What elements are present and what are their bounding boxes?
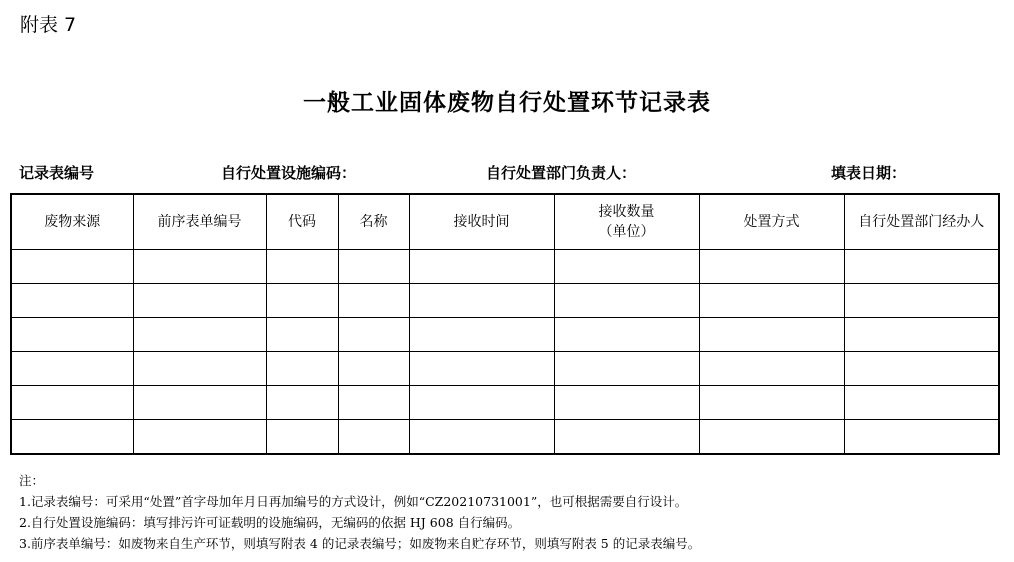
column-header (409, 194, 554, 250)
table-cell[interactable] (133, 352, 266, 386)
table-cell[interactable] (554, 250, 699, 284)
table-cell[interactable] (409, 284, 554, 318)
column-header (338, 194, 409, 250)
record-table (10, 193, 1000, 455)
note-item: 2.自行处置设施编码：填写排污许可证载明的设施编码，无编码的依据 HJ 608 自行编码。 (19, 515, 521, 530)
notes-heading: 注： (19, 473, 45, 488)
column-header (699, 194, 844, 250)
table-cell[interactable] (133, 420, 266, 455)
column-header (844, 194, 999, 250)
facility-code-label: 自行处置设施编码： (221, 164, 357, 182)
table-cell[interactable] (338, 284, 409, 318)
column-header-label: 废物来源 (44, 214, 101, 230)
page-title: 一般工业固体废物自行处置环节记录表 (303, 90, 711, 116)
column-header (133, 194, 266, 250)
column-header (554, 194, 699, 250)
department-head-label: 自行处置部门负责人： (486, 164, 637, 182)
table-cell[interactable] (338, 386, 409, 420)
table-cell[interactable] (844, 250, 999, 284)
table-cell[interactable] (266, 318, 338, 352)
column-header (266, 194, 338, 250)
table-cell[interactable] (11, 420, 133, 455)
table-cell[interactable] (338, 318, 409, 352)
table-cell[interactable] (844, 318, 999, 352)
table-cell[interactable] (844, 352, 999, 386)
table-cell[interactable] (266, 352, 338, 386)
table-cell[interactable] (409, 318, 554, 352)
column-header-label: 处置方式 (743, 214, 800, 230)
table-cell[interactable] (844, 284, 999, 318)
notes (19, 470, 700, 554)
column-header-label: 前序表单编号 (157, 214, 242, 230)
table-cell[interactable] (11, 386, 133, 420)
table-cell[interactable] (338, 250, 409, 284)
table-row (11, 284, 999, 318)
table-cell[interactable] (409, 386, 554, 420)
fill-date-label: 填表日期： (831, 164, 907, 182)
table-cell[interactable] (699, 386, 844, 420)
table-cell[interactable] (133, 284, 266, 318)
table-cell[interactable] (409, 352, 554, 386)
column-header-unit: （单位） (598, 224, 655, 240)
table-row (11, 318, 999, 352)
table-cell[interactable] (409, 420, 554, 455)
table-body (11, 250, 999, 455)
column-header (11, 194, 133, 250)
appendix-label: 附表 7 (20, 14, 77, 36)
table-cell[interactable] (554, 420, 699, 455)
table-cell[interactable] (133, 250, 266, 284)
table-row (11, 250, 999, 284)
note-item: 3.前序表单编号：如废物来自生产环节，则填写附表 4 的记录表编号；如废物来自贮存环节，则填写附表 5 的记录表编号。 (19, 536, 701, 551)
table-cell[interactable] (11, 250, 133, 284)
table-cell[interactable] (266, 386, 338, 420)
column-header-label: 代码 (288, 214, 316, 230)
table-cell[interactable] (11, 352, 133, 386)
table-cell[interactable] (266, 284, 338, 318)
table-cell[interactable] (844, 386, 999, 420)
table-cell[interactable] (11, 318, 133, 352)
table-cell[interactable] (699, 420, 844, 455)
table-cell[interactable] (554, 352, 699, 386)
table-row (11, 420, 999, 455)
table-cell[interactable] (338, 352, 409, 386)
table-row (11, 386, 999, 420)
table-row (11, 352, 999, 386)
table-cell[interactable] (266, 250, 338, 284)
record-no-label: 记录表编号 (19, 164, 95, 182)
table-cell[interactable] (554, 386, 699, 420)
table-cell[interactable] (699, 352, 844, 386)
column-header-label: 接收数量 (598, 204, 655, 220)
table-cell[interactable] (699, 250, 844, 284)
table-cell[interactable] (338, 420, 409, 455)
table-cell[interactable] (133, 386, 266, 420)
table-cell[interactable] (266, 420, 338, 455)
table-cell[interactable] (844, 420, 999, 455)
note-item: 1.记录表编号：可采用“处置”首字母加年月日再加编号的方式设计，例如“CZ20210731001”，也可根据需要自行设计。 (19, 494, 688, 509)
table-cell[interactable] (11, 284, 133, 318)
table-cell[interactable] (554, 284, 699, 318)
table-cell[interactable] (699, 284, 844, 318)
table-header-row (11, 194, 999, 250)
column-header-label: 名称 (359, 214, 388, 230)
column-header-label: 接收时间 (453, 214, 510, 230)
column-header-label: 自行处置部门经办人 (858, 214, 985, 230)
table-cell[interactable] (554, 318, 699, 352)
table-cell[interactable] (133, 318, 266, 352)
table-cell[interactable] (699, 318, 844, 352)
table-cell[interactable] (409, 250, 554, 284)
